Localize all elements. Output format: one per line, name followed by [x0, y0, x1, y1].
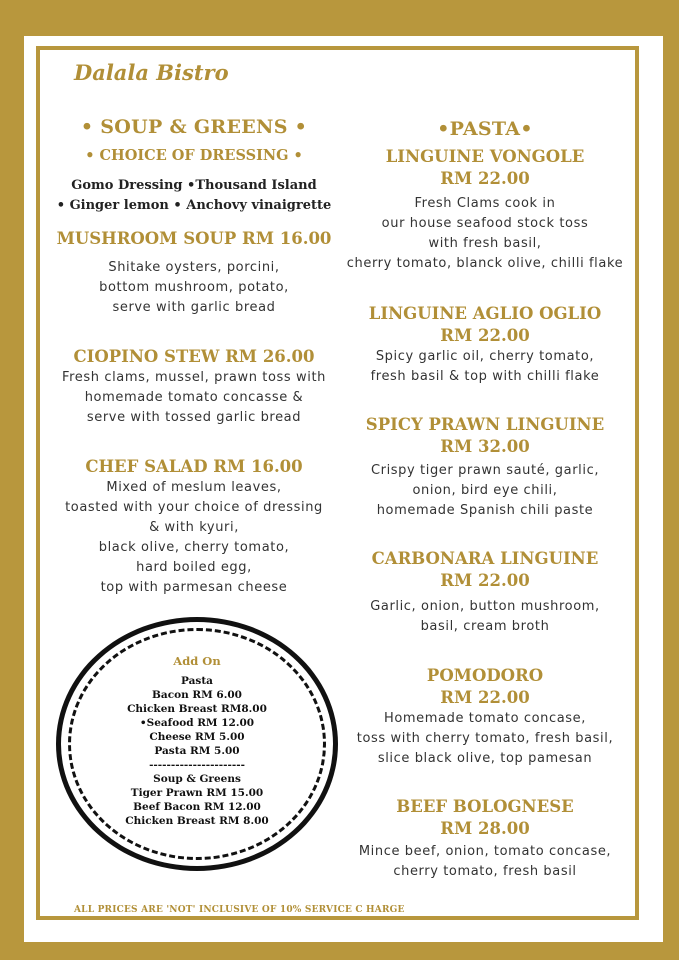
item-desc: our house seafood stock toss [381, 216, 589, 231]
item-desc: Homemade tomato concase, [383, 711, 587, 726]
addon-item: Tiger Prawn RM 15.00 [130, 787, 264, 799]
item-desc: serve with garlic bread [112, 300, 276, 315]
menu-item-ciopino-stew [44, 346, 344, 428]
addon-item: Chicken Breast RM8.00 [127, 703, 267, 715]
addon-title: Add On [173, 654, 221, 668]
addon-item: Pasta RM 5.00 [154, 745, 240, 757]
menu-item-carbonara-linguine [330, 548, 640, 637]
item-desc: & with kyuri, [149, 520, 239, 535]
item-desc: homemade Spanish chili paste [376, 503, 594, 518]
dressing-line: • Ginger lemon • Anchovy vinaigrette [56, 198, 332, 213]
addon-item: •Seafood RM 12.00 [139, 717, 255, 729]
addon-panel [92, 654, 302, 828]
item-desc: bottom mushroom, potato, [99, 280, 289, 295]
addon-soup-heading: Soup & Greens [153, 773, 241, 785]
item-desc: cherry tomato, fresh basil [393, 864, 577, 879]
item-desc: basil, cream broth [420, 619, 550, 634]
item-desc: Garlic, onion, button mushroom, [370, 599, 600, 614]
section-title-pasta: •PASTA• [437, 118, 533, 140]
addon-item: Beef Bacon RM 12.00 [133, 801, 261, 813]
menu-item-spicy-prawn-linguine [330, 414, 640, 521]
item-desc: top with parmesan cheese [100, 580, 288, 595]
service-charge-note: ALL PRICES ARE 'NOT' INCLUSIVE OF 10% SERVICE C HARGE [74, 905, 405, 915]
item-desc: with fresh basil, [428, 236, 542, 251]
item-price: RM 28.00 [440, 819, 530, 838]
item-price: RM 22.00 [440, 688, 530, 707]
item-desc: toss with cherry tomato, fresh basil, [356, 731, 614, 746]
item-desc: homemade tomato concasse & [84, 390, 304, 405]
soup-greens-header [44, 116, 344, 138]
item-name: CIOPINO STEW RM 26.00 [73, 347, 315, 366]
menu-item-chef-salad [44, 456, 344, 598]
item-desc: Crispy tiger prawn sauté, garlic, [370, 463, 600, 478]
menu-item-beef-bolognese [330, 796, 640, 882]
item-name: LINGUINE AGLIO OGLIO [368, 304, 602, 323]
addon-item: Cheese RM 5.00 [149, 731, 245, 743]
item-desc: hard boiled egg, [136, 560, 252, 575]
section-sub-dressing: • CHOICE OF DRESSING • [85, 147, 303, 164]
item-desc: Mixed of meslum leaves, [106, 480, 282, 495]
menu-item-linguine-aglio-oglio [330, 303, 640, 387]
item-desc: Shitake oysters, porcini, [108, 260, 280, 275]
menu-item-mushroom-soup [44, 228, 344, 318]
item-desc: toasted with your choice of dressing [65, 500, 323, 515]
addon-item: Chicken Breast RM 8.00 [125, 815, 269, 827]
item-price: RM 32.00 [440, 437, 530, 456]
dressing-line: Gomo Dressing •Thousand Island [71, 178, 317, 193]
item-price: RM 22.00 [440, 169, 530, 188]
item-desc: cherry tomato, blanck olive, chilli flake [346, 256, 624, 271]
item-name: CHEF SALAD RM 16.00 [85, 457, 303, 476]
item-desc: black olive, cherry tomato, [98, 540, 290, 555]
item-desc: Fresh Clams cook in [414, 196, 556, 211]
item-desc: fresh basil & top with chilli flake [370, 369, 600, 384]
item-price: RM 22.00 [440, 326, 530, 345]
brand-title: Dalala Bistro [74, 60, 229, 85]
item-desc: Mince beef, onion, tomato concase, [358, 844, 612, 859]
dressing-list [44, 176, 344, 216]
dressing-header [44, 147, 344, 164]
item-desc: slice black olive, top pamesan [377, 751, 593, 766]
item-name: LINGUINE VONGOLE [385, 147, 585, 166]
menu-item-pomodoro [330, 665, 640, 769]
item-name: BEEF BOLOGNESE [396, 797, 574, 816]
addon-pasta-heading: Pasta [181, 675, 213, 687]
menu-item-linguine-vongole [330, 146, 640, 274]
item-desc: Spicy garlic oil, cherry tomato, [375, 349, 595, 364]
pasta-header [330, 118, 640, 140]
item-desc: onion, bird eye chili, [412, 483, 558, 498]
item-name: CARBONARA LINGUINE [371, 549, 599, 568]
item-desc: serve with tossed garlic bread [86, 410, 302, 425]
addon-divider: ---------------------- [149, 759, 245, 771]
item-name: POMODORO [426, 666, 544, 685]
item-name: MUSHROOM SOUP RM 16.00 [56, 229, 332, 248]
addon-item: Bacon RM 6.00 [152, 689, 242, 701]
item-price: RM 22.00 [440, 571, 530, 590]
section-title-soup: • SOUP & GREENS • [80, 116, 308, 138]
item-name: SPICY PRAWN LINGUINE [365, 415, 605, 434]
item-desc: Fresh clams, mussel, prawn toss with [62, 370, 326, 385]
